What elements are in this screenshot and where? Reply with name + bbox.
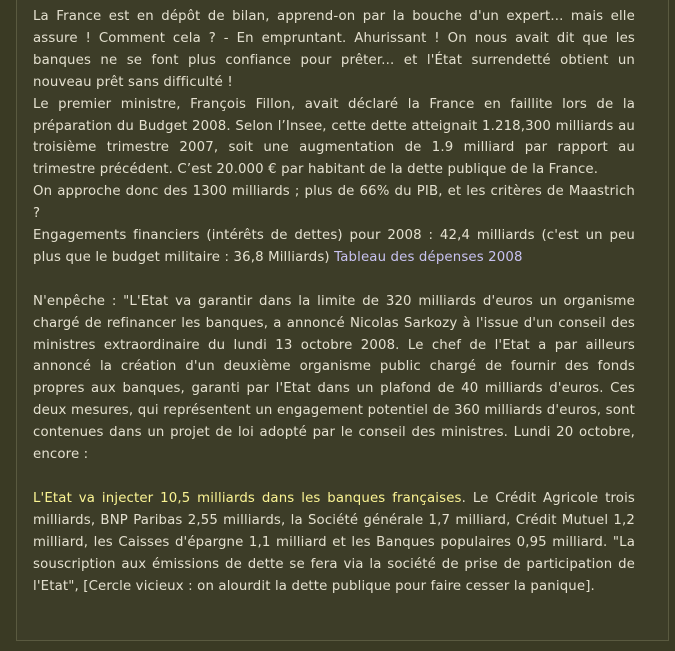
paragraph-spacer [33, 466, 635, 488]
paragraph-intro: La France est en dépôt de bilan, apprend-on par la bouche d'un expert... mais elle assure ! Comment cela ? - En empruntant. Ahurissant ! On nous avait dit que les banques ne se font plus confiance pour prêter... et l'État surrendetté obtient un nouveau prêt sans difficulté ! [33, 9, 635, 90]
article-body [33, 6, 635, 597]
paragraph-spacer [33, 269, 635, 291]
paragraph-injection [33, 488, 635, 598]
paragraph-engagements [33, 225, 635, 269]
injection-text: . Le Crédit Agricole trois milliards, BNP Paribas 2,55 milliards, la Société générale 1,7 milliard, Crédit Mutuel 1,2 milliard, les Caisses d'épargne 1,1 milliard et les Banques populaires 0,95 milliard. "La souscription aux émissions de dette se fera via la société de prise de participation de l'Etat", [Cercle vicieux : on alourdit la dette publique pour faire cesser la panique]. [33, 490, 635, 594]
injection-article-link[interactable]: L'Etat va injecter 10,5 milliards dans les banques françaises [33, 490, 462, 506]
paragraph-maastricht: On approche donc des 1300 milliards ; plus de 66% du PIB, et les critères de Maastrich ? [33, 184, 635, 222]
paragraph-garantie: N'enpêche : "L'Etat va garantir dans la limite de 320 milliards d'euros un organisme chargé de refinancer les banques, a annoncé Nicolas Sarkozy à l'issue d'un conseil des ministres extraordinaire du lundi 13 octobre 2008. Le chef de l'Etat a par ailleurs annoncé la création d'un deuxième organisme public chargé de fournir des fonds propres aux banques, garanti par l'Etat dans un plafond de 40 milliards d'euros. Ces deux mesures, qui représentent un engagement potentiel de 360 milliards d'euros, sont contenues dans un projet de loi adopté par le conseil des ministres. Lundi 20 octobre, encore : [33, 293, 635, 463]
engagements-text: Engagements financiers (intérêts de dettes) pour 2008 : 42,4 milliards (c'est un peu plus que le budget militaire : 36,8 Milliards) [33, 228, 635, 265]
paragraph-fillon: Le premier ministre, François Fillon, avait déclaré la France en faillite lors de la préparation du Budget 2008. Selon l’Insee, cette dette atteignait 1.218,300 milliards au troisième trimestre 2007, soit une augmentation de 1.9 milliard par rapport au trimestre précédent. C’est 20.000 € par habitant de la dette publique de la France. [33, 96, 635, 178]
tableau-depenses-link[interactable]: Tableau des dépenses 2008 [334, 249, 523, 265]
